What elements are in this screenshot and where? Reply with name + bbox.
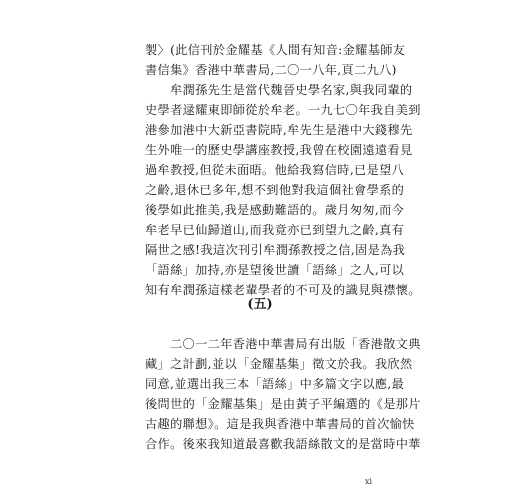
text-line: 牟老早已仙歸道山,而我竟亦已到望九之齡,真有: [145, 223, 405, 237]
text-line: 隔世之感!我這次刊引牟潤孫教授之信,固是為我: [145, 243, 406, 257]
text-line: 「語絲」加持,亦是望後世讀「語絲」之人,可以: [145, 263, 405, 277]
text-line: 古趣的聯想》。這是我與香港中華書局的首次愉快: [145, 417, 415, 431]
text-line: 過牟教授,但從未面晤。他給我寫信時,已是望八: [145, 163, 405, 177]
text-line: 知有牟潤孫這樣老輩學者的不可及的識見與襟懷。: [145, 283, 421, 297]
text-line: 書信集》香港中華書局,二〇一八年,頁二九八): [145, 63, 397, 77]
text-line: 二〇一二年香港中華書局有出版「香港散文典: [170, 337, 421, 351]
text-line: 後問世的「金耀基集」是由黃子平編選的《是那片: [145, 397, 421, 411]
text-line: 合作。後來我知道最喜歡我語絲散文的是當時中華: [145, 437, 421, 451]
page-number: xi: [365, 477, 373, 486]
section-heading: (五): [247, 297, 273, 312]
text-line: 生外唯一的歷史學講座教授,我曾在校園遠遠看見: [145, 143, 413, 157]
text-line: 藏」之計劃,並以「金耀基集」徵文於我。我欣然: [145, 357, 413, 371]
text-line: 後學如此推美,我是感動難語的。歲月匆匆,而今: [145, 203, 405, 217]
text-line: 史學者逯耀東即師從於牟老。一九七〇年我自美到: [145, 103, 421, 117]
text-line: 之齡,退休已多年,想不到他對我這個社會學系的: [145, 183, 405, 197]
text-line: 同意,並選出我三本「語絲」中多篇文字以應,最: [145, 377, 405, 391]
text-line: 港參加港中大新亞書院時,牟先生是港中大錢穆先: [145, 123, 413, 137]
text-line: 製〉(此信刊於金耀基《人間有知音:金耀基師友: [145, 43, 406, 57]
text-line: 牟潤孫先生是當代魏晉史學名家,與我同輩的: [170, 83, 413, 97]
